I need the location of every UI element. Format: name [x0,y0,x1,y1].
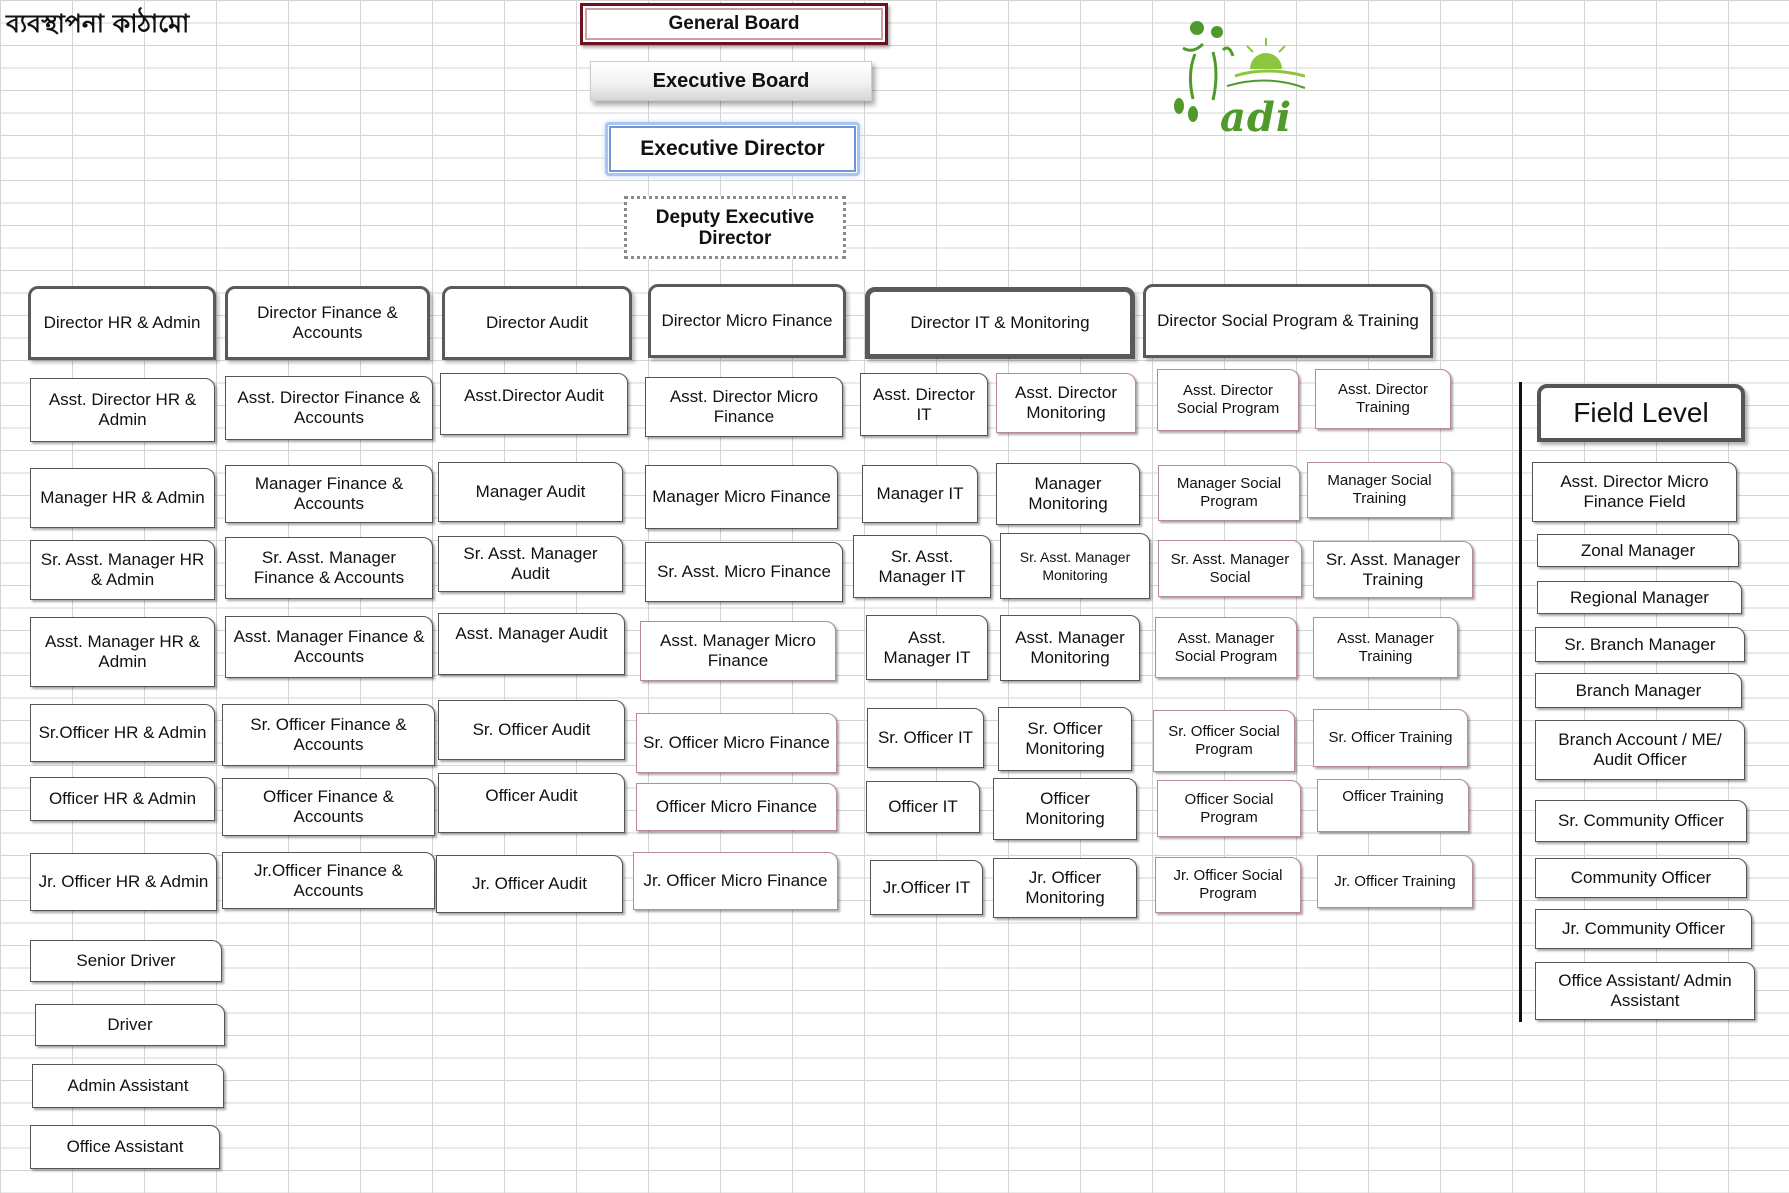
role-box-monitoring: Asst. Director Monitoring [996,373,1136,433]
role-box-audit: Sr. Asst. Manager Audit [438,536,623,592]
field-role-box: Sr. Community Officer [1535,800,1747,842]
field-role-box: Community Officer [1535,858,1747,898]
field-role-box: Office Assistant/ Admin Assistant [1535,962,1755,1020]
field-role-box: Branch Account / ME/ Audit Officer [1535,720,1745,780]
role-box-micro-finance: Asst. Director Micro Finance [645,377,843,437]
role-box-hr: Manager HR & Admin [30,468,215,528]
field-role-box: Jr. Community Officer [1535,909,1752,949]
executive-board-box: Executive Board [590,61,872,101]
role-box-hr: Sr.Officer HR & Admin [30,704,215,762]
director-hr-admin-box: Director HR & Admin [28,286,216,360]
role-box-monitoring: Sr. Asst. Manager Monitoring [1000,533,1150,599]
field-divider [1519,382,1522,1022]
role-box-hr: Jr. Officer HR & Admin [30,853,217,911]
director-micro-finance-box: Director Micro Finance [648,284,846,358]
role-box-hr: Senior Driver [30,940,222,982]
role-box-hr: Asst. Manager HR & Admin [30,617,215,687]
role-box-hr: Office Assistant [30,1125,220,1169]
field-role-box: Asst. Director Micro Finance Field [1532,462,1737,522]
role-box-finance: Officer Finance & Accounts [222,778,435,836]
role-box-hr: Officer HR & Admin [30,777,215,821]
director-audit-box: Director Audit [442,286,632,360]
role-box-training: Officer Training [1317,779,1469,832]
director-it-monitoring-box: Director IT & Monitoring [865,287,1135,359]
role-box-monitoring: Manager Monitoring [996,463,1140,525]
role-box-audit: Manager Audit [438,462,623,522]
general-board-box: General Board [580,3,888,45]
role-box-micro-finance: Manager Micro Finance [645,465,838,529]
role-box-monitoring: Asst. Manager Monitoring [1000,615,1140,681]
role-box-finance: Jr.Officer Finance & Accounts [222,852,435,909]
role-box-it: Manager IT [862,465,978,523]
role-box-training: Jr. Officer Training [1317,855,1473,908]
director-social-training-box: Director Social Program & Training [1143,284,1433,358]
role-box-training: Sr. Asst. Manager Training [1313,541,1473,598]
role-box-monitoring: Officer Monitoring [993,778,1137,840]
role-box-micro-finance: Sr. Asst. Micro Finance [645,542,843,602]
director-finance-box: Director Finance & Accounts [225,286,430,360]
role-box-monitoring: Sr. Officer Monitoring [998,707,1132,771]
field-role-box: Zonal Manager [1537,534,1739,567]
role-box-hr: Asst. Director HR & Admin [30,378,215,442]
role-box-finance: Manager Finance & Accounts [225,465,433,523]
field-role-box: Regional Manager [1537,581,1742,614]
role-box-social: Asst. Manager Social Program [1155,617,1297,678]
role-box-training: Asst. Manager Training [1313,617,1458,678]
role-box-micro-finance: Asst. Manager Micro Finance [640,621,836,681]
role-box-training: Asst. Director Training [1315,369,1451,429]
role-box-finance: Asst. Director Finance & Accounts [225,376,433,440]
role-box-micro-finance: Sr. Officer Micro Finance [636,713,837,773]
role-box-social: Sr. Officer Social Program [1153,710,1295,772]
field-level-heading: Field Level [1537,384,1745,442]
role-box-micro-finance: Jr. Officer Micro Finance [633,852,838,910]
role-box-hr: Sr. Asst. Manager HR & Admin [30,540,215,600]
role-box-it: Asst. Manager IT [866,615,988,680]
executive-director-box: Executive Director [605,122,860,176]
role-box-it: Asst. Director IT [860,373,988,436]
role-box-social: Manager Social Program [1158,465,1300,521]
role-box-it: Sr. Asst. Manager IT [853,535,991,598]
role-box-audit: Asst. Manager Audit [438,613,625,675]
role-box-hr: Driver [35,1004,225,1046]
role-box-training: Sr. Officer Training [1313,709,1468,767]
role-box-social: Sr. Asst. Manager Social [1158,540,1302,597]
logo-text: adi [1220,94,1293,141]
field-role-box: Sr. Branch Manager [1535,627,1745,662]
role-box-social: Asst. Director Social Program [1157,369,1299,431]
role-box-it: Jr.Officer IT [870,860,983,915]
page-title: ব্যবস্থাপনা কাঠামো [6,9,190,38]
role-box-finance: Asst. Manager Finance & Accounts [225,616,433,678]
role-box-audit: Sr. Officer Audit [438,700,625,760]
role-box-social: Officer Social Program [1157,780,1301,837]
role-box-finance: Sr. Officer Finance & Accounts [222,704,435,766]
role-box-it: Officer IT [866,781,980,833]
role-box-social: Jr. Officer Social Program [1155,857,1301,913]
deputy-executive-director-box: Deputy Executive Director [624,196,846,259]
role-box-hr: Admin Assistant [32,1064,224,1108]
role-box-audit: Officer Audit [438,773,625,833]
role-box-it: Sr. Officer IT [867,708,984,768]
field-role-box: Branch Manager [1535,673,1742,708]
role-box-audit: Jr. Officer Audit [436,855,623,913]
role-box-finance: Sr. Asst. Manager Finance & Accounts [225,537,433,599]
role-box-micro-finance: Officer Micro Finance [636,783,837,831]
role-box-audit: Asst.Director Audit [440,373,628,435]
role-box-monitoring: Jr. Officer Monitoring [993,858,1137,918]
role-box-training: Manager Social Training [1307,462,1452,518]
